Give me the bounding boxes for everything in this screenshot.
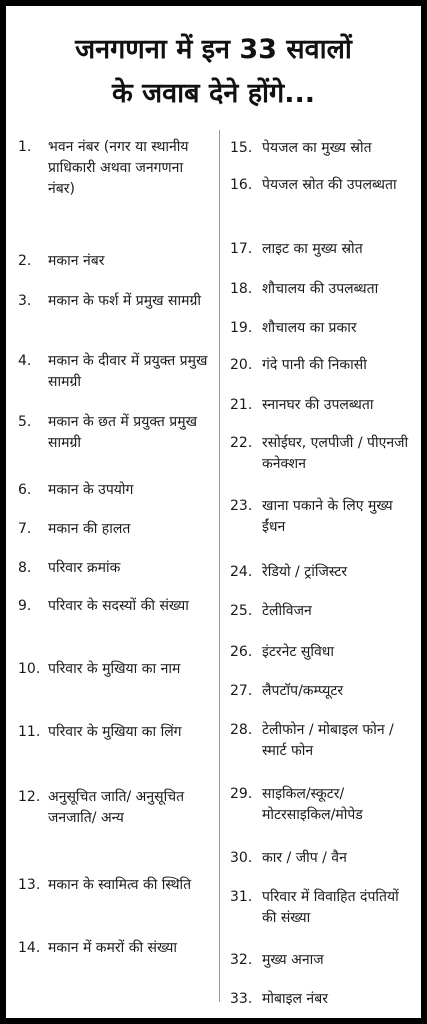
list-item (18, 137, 214, 200)
item-number: 33. (230, 991, 253, 1007)
item-text: खाना पकाने के लिए मुख्य ईंधन (262, 498, 393, 535)
item-text: परिवार क्रमांक (48, 560, 121, 576)
list-item (230, 175, 416, 196)
item-text: इंटरनेट सुविधा (262, 644, 335, 660)
list-item (230, 887, 416, 929)
list-item (230, 395, 416, 416)
item-number: 27. (230, 683, 253, 699)
item-number: 18. (230, 281, 253, 297)
item-text: भवन नंबर (नगर या स्थानीय प्राधिकारी अथवा जनगणना नंबर) (48, 139, 189, 197)
list-item (230, 720, 416, 762)
item-text: मुख्य अनाज (262, 952, 324, 968)
list-item (230, 950, 416, 971)
list-item (18, 480, 214, 501)
item-text: मकान नंबर (48, 253, 105, 269)
item-text: रेडियो / ट्रांजिस्टर (262, 564, 348, 580)
item-text: मकान के छत में प्रयुक्त प्रमुख सामग्री (48, 414, 198, 451)
item-number: 4. (18, 353, 32, 369)
item-number: 2. (18, 253, 32, 269)
item-number: 30. (230, 850, 253, 866)
list-item (230, 681, 416, 702)
document-page (6, 6, 421, 1018)
item-text: मोबाइल नंबर (262, 991, 328, 1007)
item-number: 16. (230, 177, 253, 193)
list-item (230, 138, 416, 159)
item-number: 28. (230, 722, 253, 738)
item-number: 31. (230, 889, 253, 905)
item-text: टेलीफोन / मोबाइल फोन / स्मार्ट फोन (262, 722, 394, 759)
list-item (230, 601, 416, 622)
item-text: मकान के फर्श में प्रमुख सामग्री (48, 293, 201, 309)
item-text: मकान के स्वामित्व की स्थिति (48, 877, 192, 893)
item-number: 6. (18, 482, 32, 498)
list-item (18, 875, 214, 896)
list-item (18, 596, 214, 617)
item-number: 20. (230, 357, 253, 373)
item-text: शौचालय की उपलब्धता (262, 281, 379, 297)
item-text: पेयजल स्रोत की उपलब्धता (262, 177, 397, 193)
item-text: मकान के उपयोग (48, 482, 134, 498)
list-item (230, 279, 416, 300)
item-number: 12. (18, 789, 41, 805)
list-item (18, 659, 214, 680)
item-number: 32. (230, 952, 253, 968)
item-text: साइकिल/स्कूटर/ मोटरसाइकिल/मोपेड (262, 786, 363, 823)
list-item (230, 496, 416, 538)
item-number: 24. (230, 564, 253, 580)
list-item (18, 291, 214, 312)
item-text: पेयजल का मुख्य स्रोत (262, 140, 372, 156)
list-item (230, 239, 416, 260)
item-text: परिवार के मुखिया का लिंग (48, 724, 182, 740)
item-text: मकान के दीवार में प्रयुक्त प्रमुख सामग्री (48, 353, 208, 390)
item-text: टेलीविजन (262, 603, 312, 619)
item-number: 8. (18, 560, 32, 576)
list-item (230, 562, 416, 583)
item-number: 7. (18, 521, 32, 537)
item-text: कार / जीप / वैन (262, 850, 347, 866)
item-text: लैपटॉप/कम्प्यूटर (262, 683, 344, 699)
item-text: परिवार में विवाहित दंपतियों की संख्या (262, 889, 399, 926)
item-text: मकान की हालत (48, 521, 131, 537)
list-item (230, 989, 416, 1010)
item-text: अनुसूचित जाति/ अनुसूचित जनजाति/ अन्य (48, 789, 185, 826)
list-item (230, 848, 416, 869)
title-line-1: जनगणना में इन 33 सवालों (75, 34, 352, 65)
item-number: 29. (230, 786, 253, 802)
item-number: 10. (18, 661, 41, 677)
item-number: 5. (18, 414, 32, 430)
list-item (18, 412, 214, 454)
list-item (230, 355, 416, 376)
item-number: 22. (230, 435, 253, 451)
item-text: परिवार के मुखिया का नाम (48, 661, 181, 677)
item-text: स्नानघर की उपलब्धता (262, 397, 374, 413)
list-item (230, 784, 416, 826)
page-title (6, 28, 421, 116)
item-number: 26. (230, 644, 253, 660)
item-number: 25. (230, 603, 253, 619)
list-item (230, 433, 416, 475)
item-number: 19. (230, 320, 253, 336)
item-number: 14. (18, 940, 41, 956)
list-item (18, 722, 214, 743)
item-number: 15. (230, 140, 253, 156)
item-text: शौचालय का प्रकार (262, 320, 357, 336)
list-item (18, 351, 214, 393)
title-line-2: के जवाब देने होंगे... (111, 78, 315, 109)
list-item (18, 558, 214, 579)
list-item (18, 519, 214, 540)
list-item (18, 787, 214, 829)
item-number: 9. (18, 598, 32, 614)
item-number: 11. (18, 724, 41, 740)
item-number: 3. (18, 293, 32, 309)
item-text: गंदे पानी की निकासी (262, 357, 367, 373)
item-text: मकान में कमरों की संख्या (48, 940, 177, 956)
item-text: लाइट का मुख्य स्रोत (262, 241, 363, 257)
item-number: 23. (230, 498, 253, 514)
item-number: 1. (18, 139, 32, 155)
item-number: 13. (18, 877, 41, 893)
column-divider (219, 130, 220, 1002)
list-item (230, 318, 416, 339)
list-item (18, 938, 214, 959)
item-number: 21. (230, 397, 253, 413)
list-item (230, 642, 416, 663)
item-number: 17. (230, 241, 253, 257)
item-text: परिवार के सदस्यों की संख्या (48, 598, 189, 614)
list-item (18, 251, 214, 272)
item-text: रसोईघर, एलपीजी / पीएनजी कनेक्शन (262, 435, 409, 472)
